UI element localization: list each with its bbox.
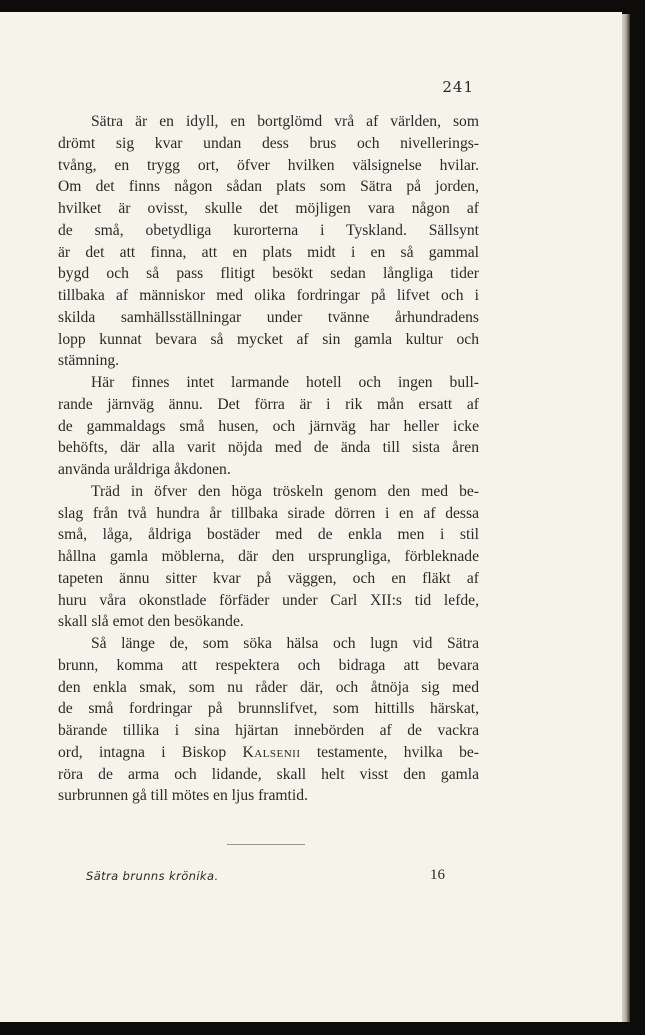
book-page (0, 12, 622, 1022)
text-line: hållna gamla möblerna, där den ursprungliga, förbleknade (58, 548, 479, 565)
text-line: Träd in öfver den höga tröskeln genom den med be- (91, 482, 479, 500)
text-line: använda uråldriga åkdonen. (58, 461, 231, 478)
footer-title: Sätra brunns krönika. (86, 869, 219, 883)
text-line: de små, obetydliga kurorterna i Tyskland. Sällsynt (58, 221, 479, 239)
text-line: bärande tillika i sina hjärtan innebörden af de vackra (58, 722, 479, 739)
text-line: små, låga, åldriga bostäder med de enkla men i stil (58, 526, 479, 544)
text-line: Här finnes intet larmande hotell och ingen bull- (91, 374, 479, 391)
text-line: slag från två hundra år tillbaka sirade dörren i en af dessa (58, 504, 479, 522)
text-line: de små fordringar på brunnslifvet, som hittills härskat, (58, 700, 479, 718)
body-text (58, 111, 479, 807)
text-line: huru våra okonstlade förfäder under Carl XII:s tid lefde, (58, 591, 479, 609)
text-line: skall slå emot den besökande. (58, 613, 244, 631)
text-line: den enkla smak, som nu råder där, och åtnöja sig med (58, 678, 479, 696)
text-line (58, 742, 479, 764)
text-line: hvilket är ovisst, skulle det möjligen vara någon af (58, 200, 479, 217)
scan-border (0, 1022, 645, 1035)
section-rule (227, 844, 305, 845)
text-line: tillbaka af människor med olika fordringar på lifvet och i (58, 287, 479, 304)
author-name: Kalsenii (242, 743, 301, 761)
text-line: är det att finna, att en plats midt i en så gammal (58, 243, 479, 261)
text-line: röra de arma och lidande, skall helt visst den gamla (58, 765, 479, 783)
text-line: lopp kunnat bevara så mycket af sin gamla kultur och (58, 330, 479, 348)
text-line: Sätra är en idyll, en bortglömd vrå af världen, som (91, 113, 479, 130)
text-fragment: testamente, hvilka be- (300, 743, 479, 761)
page-number: 241 (442, 78, 474, 96)
text-line: Så länge de, som söka hälsa och lugn vid Sätra (91, 635, 479, 652)
signature-mark: 16 (430, 867, 445, 883)
text-line: de gammaldags små husen, och järnväg har heller icke (58, 417, 479, 435)
text-line: rande järnväg ännu. Det förra är i rik mån ersatt af (58, 395, 479, 413)
text-fragment: ord, intagna i Biskop (58, 743, 243, 761)
page-edge (622, 14, 630, 1022)
text-line: brunn, komma att respektera och bidraga att bevara (58, 656, 479, 674)
text-line: behöfts, där alla varit nöjda med de ända till sista åren (58, 439, 479, 457)
text-line: stämning. (58, 352, 120, 370)
text-line: drömt sig kvar undan dess brus och nivellerings- (58, 134, 479, 152)
text-line: skilda samhällsställningar under tvänne århundradens (58, 308, 479, 326)
text-line: Om det finns någon sådan plats som Sätra på jorden, (58, 178, 479, 196)
text-line: tvång, en trygg ort, öfver hvilken välsignelse hvilar. (58, 156, 479, 174)
text-line: bygd och så pass flitigt besökt sedan långliga tider (58, 265, 479, 283)
text-line: surbrunnen gå till mötes en ljus framtid. (58, 787, 308, 805)
text-line: tapeten ännu sitter kvar på väggen, och en fläkt af (58, 569, 479, 587)
